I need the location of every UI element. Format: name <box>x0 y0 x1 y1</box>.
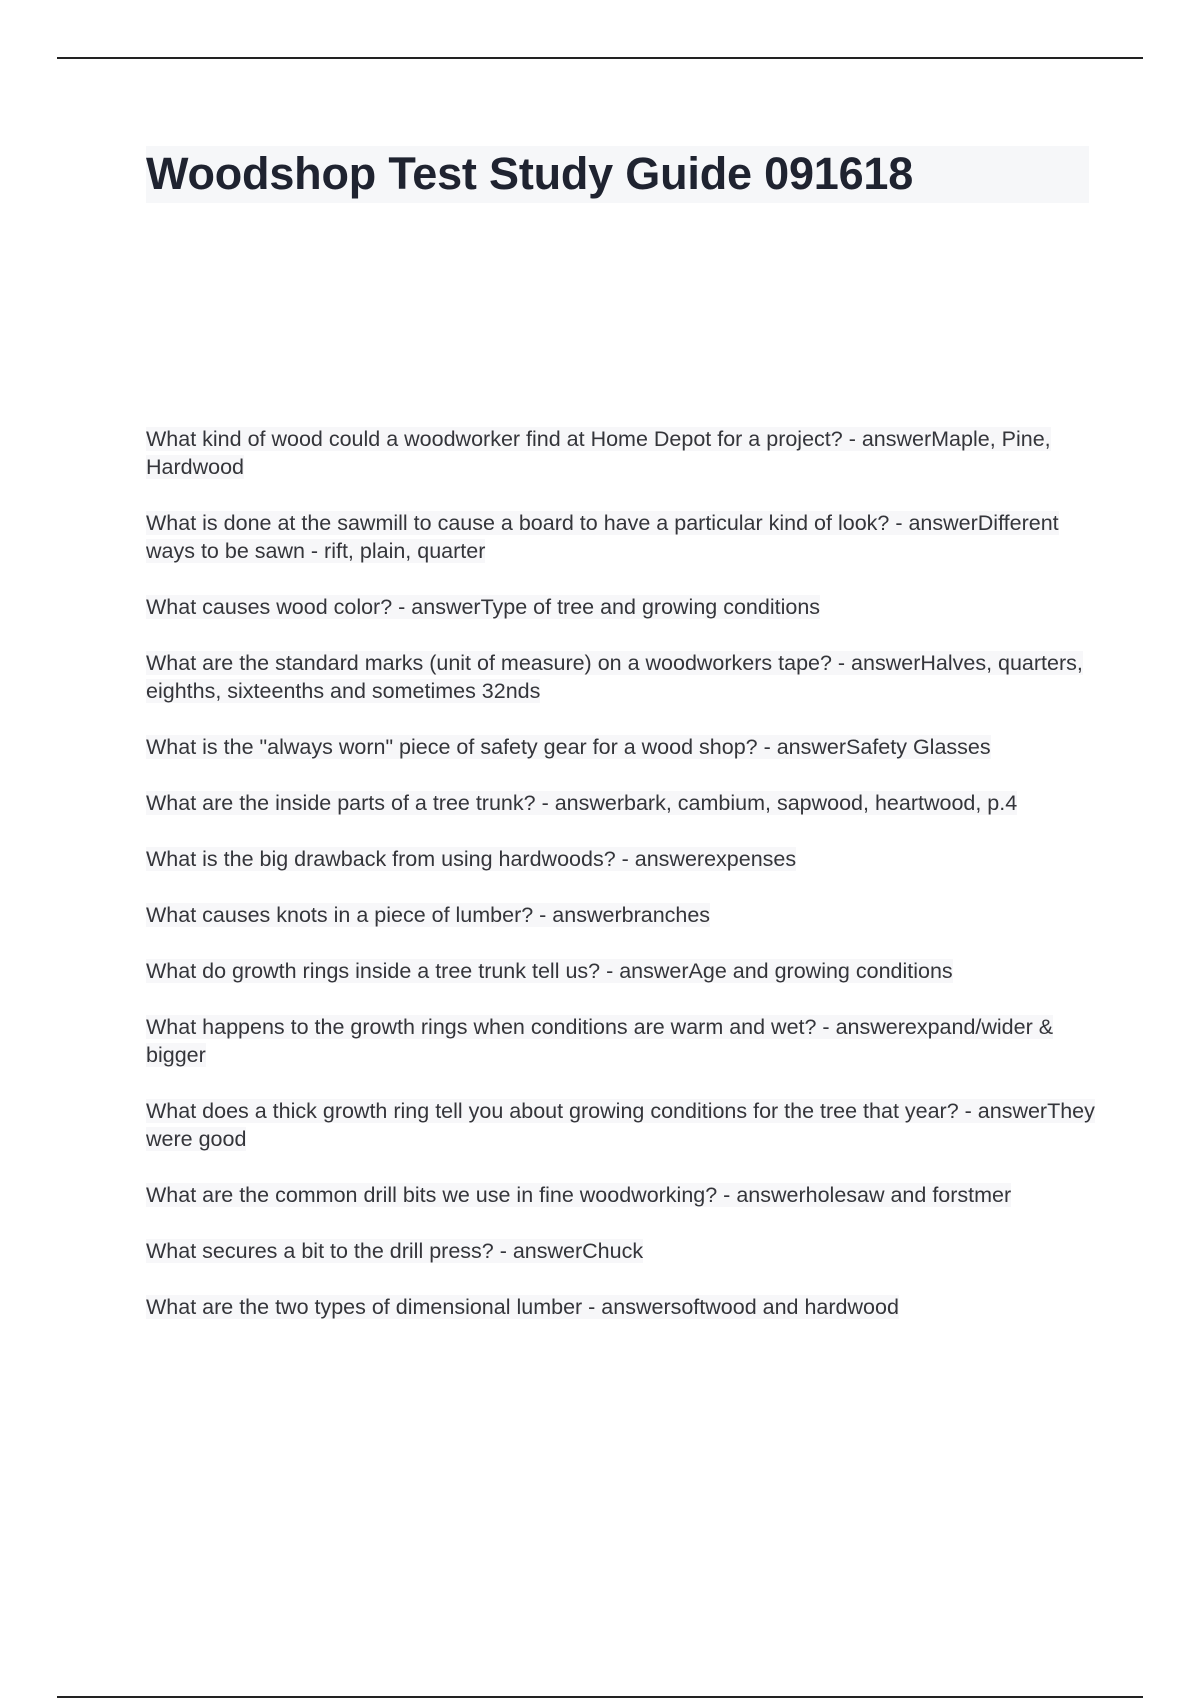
qa-item <box>146 957 1096 985</box>
qa-item <box>146 733 1096 761</box>
qa-item <box>146 789 1096 817</box>
qa-text: What is done at the sawmill to cause a board to have a particular kind of look? - answerDifferent ways to be sawn - rift, plain, quarter <box>146 511 1059 563</box>
qa-text: What do growth rings inside a tree trunk tell us? - answerAge and growing conditions <box>146 959 953 983</box>
qa-item <box>146 1181 1096 1209</box>
qa-item <box>146 593 1096 621</box>
qa-item <box>146 649 1096 705</box>
qa-text: What is the big drawback from using hardwoods? - answerexpenses <box>146 847 797 871</box>
qa-text: What secures a bit to the drill press? - answerChuck <box>146 1239 644 1263</box>
qa-text: What does a thick growth ring tell you about growing conditions for the tree that year? - answerThey were good <box>146 1099 1095 1151</box>
qa-text: What are the standard marks (unit of measure) on a woodworkers tape? - answerHalves, quarters, eighths, sixteenths and sometimes 32nds <box>146 651 1083 703</box>
qa-text: What is the "always worn" piece of safety gear for a wood shop? - answerSafety Glasses <box>146 735 991 759</box>
page-title: Woodshop Test Study Guide 091618 <box>146 148 914 199</box>
qa-item <box>146 1293 1096 1321</box>
footer-rule <box>57 1696 1143 1698</box>
qa-text: What are the two types of dimensional lumber - answersoftwood and hardwood <box>146 1295 899 1319</box>
qa-text: What happens to the growth rings when conditions are warm and wet? - answerexpand/wider & bigger <box>146 1015 1054 1067</box>
qa-item <box>146 509 1096 565</box>
qa-text: What are the common drill bits we use in fine woodworking? - answerholesaw and forstmer <box>146 1183 1012 1207</box>
qa-item <box>146 1237 1096 1265</box>
qa-item <box>146 901 1096 929</box>
qa-text: What causes knots in a piece of lumber? - answerbranches <box>146 903 711 927</box>
qa-item <box>146 425 1096 481</box>
qa-text: What causes wood color? - answerType of tree and growing conditions <box>146 595 821 619</box>
qa-item <box>146 1097 1096 1153</box>
qa-item <box>146 1013 1096 1069</box>
qa-text: What kind of wood could a woodworker find at Home Depot for a project? - answerMaple, Pine, Hardwood <box>146 427 1051 479</box>
qa-text: What are the inside parts of a tree trunk? - answerbark, cambium, sapwood, heartwood, p.4 <box>146 791 1018 815</box>
header-rule <box>57 57 1143 59</box>
qa-list <box>146 425 1096 1349</box>
qa-item <box>146 845 1096 873</box>
